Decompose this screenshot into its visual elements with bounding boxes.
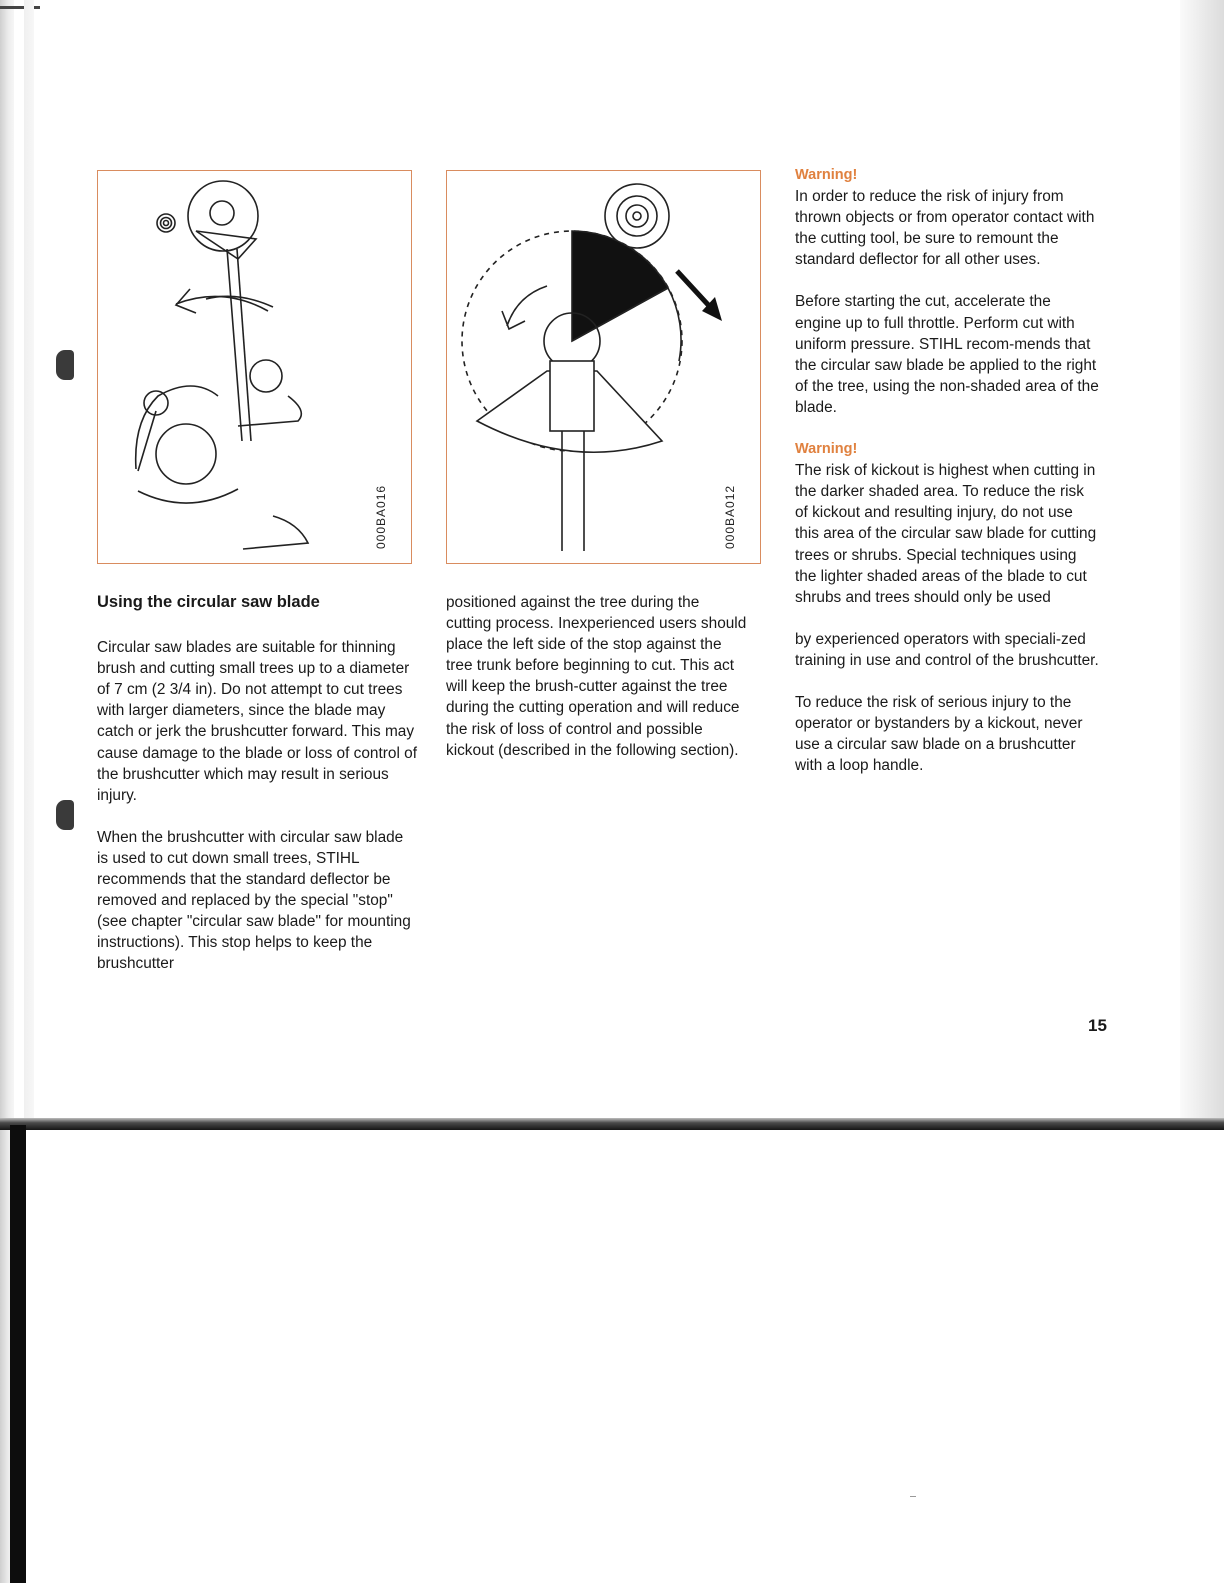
warning-text: The risk of kickout is highest when cutting in the darker shaded area. To reduce the risk of kickout and resulting injury, do not use this area of the circular saw blade for cutting trees or shrubs. Special techniques using the lighter shaded areas of the blade to cut shrubs and trees should only be used xyxy=(795,462,1097,606)
column-1 xyxy=(97,592,417,975)
figure-brushcutter-operator xyxy=(97,170,412,564)
warning-title: Warning! xyxy=(795,441,858,458)
brushcutter-operator-icon xyxy=(98,171,411,563)
figure-saw-blade-kickout xyxy=(446,170,761,564)
figure-code: 000BA016 xyxy=(374,484,388,549)
under-page xyxy=(26,1130,1224,1583)
figure-code: 000BA012 xyxy=(723,484,737,549)
warning-text: In order to reduce the risk of injury from thrown objects or from operator contact with the cutting tool, be sure to remount the standard deflector for all other uses. xyxy=(795,188,1095,269)
spine-strip xyxy=(24,0,34,1130)
scan-mark xyxy=(910,1496,916,1497)
punch-hole-top xyxy=(56,350,74,380)
saw-blade-kickout-icon xyxy=(447,171,760,563)
section-heading: Using the circular saw blade xyxy=(97,593,320,611)
paragraph: by experienced operators with speciali-zed training in use and control of the brushcutter. xyxy=(795,630,1099,669)
warning-title: Warning! xyxy=(795,167,858,183)
page-number: 15 xyxy=(1088,1016,1107,1035)
paragraph: Before starting the cut, accelerate the engine up to full throttle. Perform cut with uniform pressure. STIHL recom-mends that the circular saw blade be applied to the right of the tree, using the non-shaded area of the blade. xyxy=(795,293,1099,416)
paragraph: When the brushcutter with circular saw blade is used to cut down small trees, STIHL recommends that the standard deflector be removed and replaced by the special "stop" (see chapter "circular saw blade" for mounting instructions). This stop helps to keep the brushcutter xyxy=(97,828,411,973)
punch-hole-bottom xyxy=(56,800,74,830)
binding-spine xyxy=(10,1125,26,1583)
paragraph: positioned against the tree during the cutting process. Inexperienced users should place the left side of the stop against the tree trunk before beginning to cut. This act will keep the brush-cutter against the tree during the cutting operation and will reduce the risk of loss of control and possible kickout (described in the following section). xyxy=(446,594,747,759)
paragraph: To reduce the risk of serious injury to the operator or bystanders by a kickout, never use a circular saw blade on a brushcutter with a loop handle. xyxy=(795,693,1083,775)
paragraph: Circular saw blades are suitable for thinning brush and cutting small trees up to a diameter of 7 cm (2 3/4 in). Do not attempt to cut trees with larger diameters, since the blade may catch or jerk the brushcutter forward. This may cause damage to the blade or loss of control of the brushcutter which may result in serious injury. xyxy=(97,639,417,804)
column-3 xyxy=(795,165,1100,776)
column-2 xyxy=(446,592,748,761)
scan-top-mark xyxy=(0,6,40,9)
page-right-shadow xyxy=(1180,0,1224,1120)
binding-bar xyxy=(0,1118,1224,1130)
